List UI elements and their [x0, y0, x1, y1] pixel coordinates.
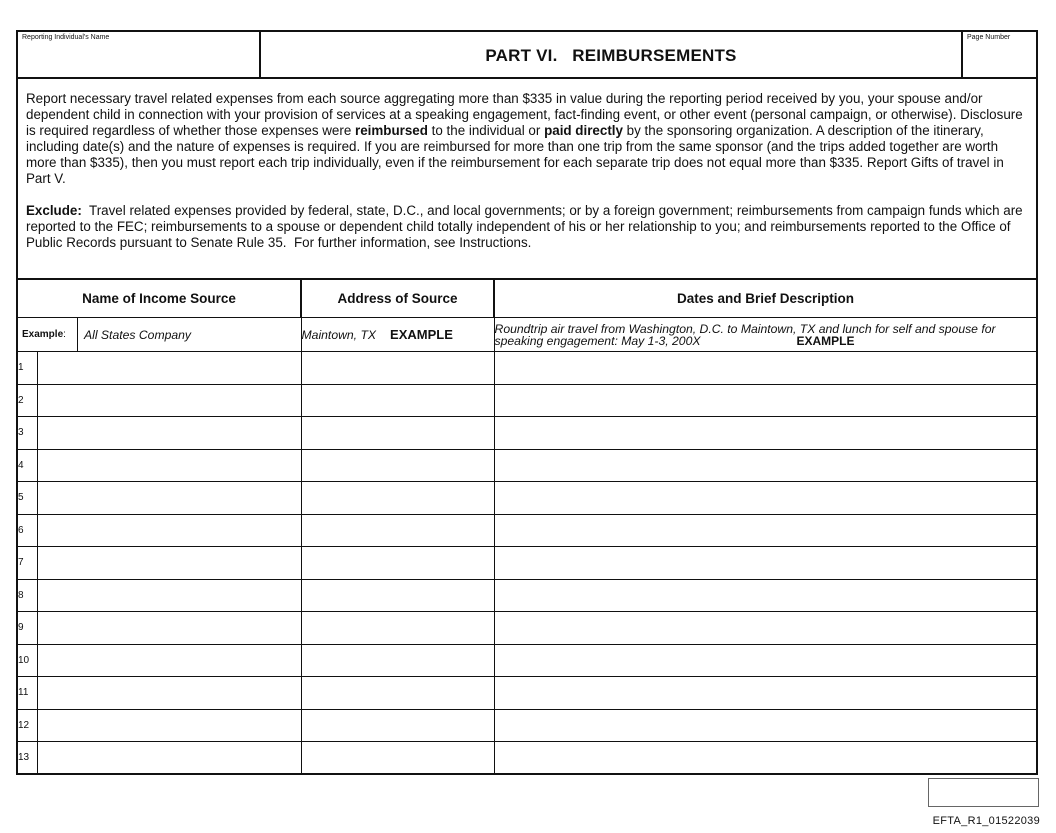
income-source-cell[interactable]	[37, 579, 301, 612]
address-cell[interactable]	[301, 709, 494, 742]
description-cell[interactable]	[494, 514, 1036, 547]
description-cell[interactable]	[494, 449, 1036, 482]
address-cell[interactable]	[301, 352, 494, 385]
description-cell[interactable]	[494, 547, 1036, 580]
table-row	[18, 644, 1036, 677]
table-row	[18, 709, 1036, 742]
exclude-paragraph: Exclude: Travel related expenses provided by federal, state, D.C., and local governments; or by a foreign government; reimbursements from campaign funds which are reported to the FEC; reimbursements to a spouse or dependent child totally independent of his or her relationship to you; and reimbursements reported to the Office of Public Records pursuant to Senate Rule 35. For further information, see Instructions.	[26, 203, 1027, 250]
address-cell[interactable]	[301, 547, 494, 580]
row-number: 6	[18, 514, 37, 547]
income-source-cell[interactable]	[37, 709, 301, 742]
column-header-income-source: Name of Income Source	[18, 280, 301, 318]
reimbursements-form	[16, 30, 1038, 775]
table-row	[18, 742, 1036, 774]
example-source-cell	[18, 318, 301, 352]
income-source-cell[interactable]	[37, 384, 301, 417]
address-cell[interactable]	[301, 482, 494, 515]
row-number: 8	[18, 579, 37, 612]
description-cell[interactable]	[494, 612, 1036, 645]
column-header-address: Address of Source	[301, 280, 494, 318]
income-source-cell[interactable]	[37, 612, 301, 645]
table-row	[18, 417, 1036, 450]
page-number-field[interactable]	[961, 32, 1036, 77]
table-header-row	[18, 280, 1036, 318]
income-source-cell[interactable]	[37, 644, 301, 677]
address-cell[interactable]	[301, 612, 494, 645]
income-source-cell[interactable]	[37, 352, 301, 385]
description-cell[interactable]	[494, 677, 1036, 710]
table-row	[18, 612, 1036, 645]
reimbursements-table	[18, 280, 1036, 774]
document-id: EFTA_R1_01522039	[932, 815, 1040, 827]
description-cell[interactable]	[494, 417, 1036, 450]
row-number: 1	[18, 352, 37, 385]
description-cell[interactable]	[494, 709, 1036, 742]
row-number: 4	[18, 449, 37, 482]
page-number-label: Page Number	[967, 34, 1011, 41]
address-cell[interactable]	[301, 742, 494, 774]
address-cell[interactable]	[301, 644, 494, 677]
row-number: 7	[18, 547, 37, 580]
form-header	[18, 32, 1036, 79]
table-row	[18, 677, 1036, 710]
example-row	[18, 318, 1036, 352]
example-source: All States Company	[84, 327, 192, 342]
address-cell[interactable]	[301, 677, 494, 710]
income-source-cell[interactable]	[37, 449, 301, 482]
table-row	[18, 352, 1036, 385]
table-row	[18, 449, 1036, 482]
table-row	[18, 482, 1036, 515]
entry-rows	[18, 352, 1036, 774]
income-source-cell[interactable]	[37, 417, 301, 450]
row-number: 5	[18, 482, 37, 515]
address-cell[interactable]	[301, 417, 494, 450]
address-cell[interactable]	[301, 514, 494, 547]
row-number: 9	[18, 612, 37, 645]
table-row	[18, 579, 1036, 612]
row-number: 13	[18, 742, 37, 774]
row-number: 11	[18, 677, 37, 710]
income-source-cell[interactable]	[37, 514, 301, 547]
description-cell[interactable]	[494, 579, 1036, 612]
income-source-cell[interactable]	[37, 482, 301, 515]
table-row	[18, 547, 1036, 580]
income-source-cell[interactable]	[37, 677, 301, 710]
table-row	[18, 514, 1036, 547]
address-cell[interactable]	[301, 579, 494, 612]
exclude-label: Exclude:	[26, 203, 82, 218]
row-number: 12	[18, 709, 37, 742]
income-source-cell[interactable]	[37, 547, 301, 580]
description-cell[interactable]	[494, 352, 1036, 385]
example-label: Example :	[18, 318, 78, 351]
row-number: 10	[18, 644, 37, 677]
reporting-individual-name-field[interactable]	[18, 32, 261, 77]
description-cell[interactable]	[494, 742, 1036, 774]
description-cell[interactable]	[494, 482, 1036, 515]
description-cell[interactable]	[494, 644, 1036, 677]
example-address-cell: Maintown, TX EXAMPLE	[301, 318, 494, 352]
income-source-cell[interactable]	[37, 742, 301, 774]
table-row	[18, 384, 1036, 417]
name-field-label: Reporting Individual's Name	[22, 34, 110, 41]
address-cell[interactable]	[301, 449, 494, 482]
row-number: 3	[18, 417, 37, 450]
column-header-description: Dates and Brief Description	[494, 280, 1036, 318]
address-cell[interactable]	[301, 384, 494, 417]
instructions-paragraph: Report necessary travel related expenses from each source aggregating more than $335 in value during the reporting period received by you, your spouse and/or dependent child in connection with your provision of services at a speaking engagement, fact-finding event, or other event (personal campaign, or otherwise). Disclosure is required regardless of whether those expenses were reimbursed to the individual or paid directly by the sponsoring organization. A description of the itinerary, including date(s) and the nature of expenses is required. If you are reimbursed for more than one trip from the same sponsor (and the trips added together are worth more than $335), then you must report each trip individually, even if the reimbursement for each separate trip does not equal more than $335. Report Gifts of travel in Part V.	[26, 91, 1023, 186]
instructions	[26, 91, 1031, 251]
example-description-cell: Roundtrip air travel from Washington, D.C. to Maintown, TX and lunch for self and spouse for speaking engagement: May 1-3, 200X EXAMPLE	[494, 318, 1036, 352]
row-number: 2	[18, 384, 37, 417]
stamp-box	[928, 778, 1039, 807]
description-cell[interactable]	[494, 384, 1036, 417]
page-title: PART VI. REIMBURSEMENTS	[485, 46, 737, 65]
